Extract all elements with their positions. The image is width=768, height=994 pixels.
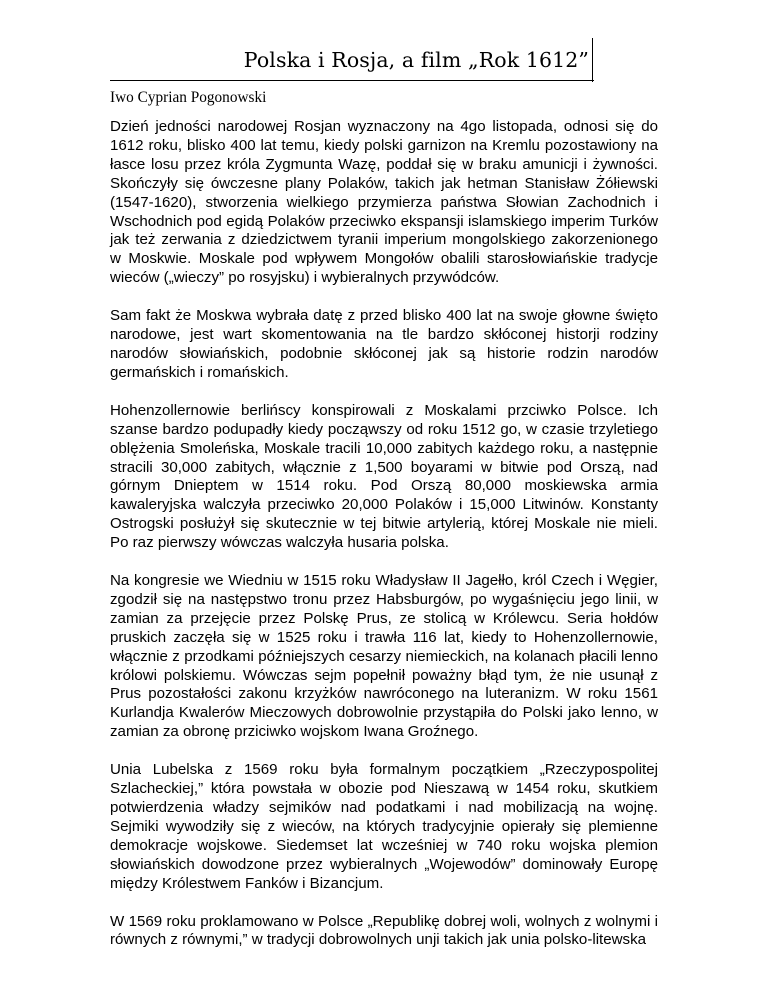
author-name: Iwo Cyprian Pogonowski	[110, 89, 267, 106]
header-rule	[110, 80, 594, 81]
paragraph: Hohenzollernowie berlińscy konspirowali z Moskalami przciwko Polsce. Ich szanse bardzo podupadły kiedy począwszy od roku 1512 go, w czasie trzyletiego oblężenia Smoleńska, Moskale tracili 10,000 zabitych każdego roku, a następnie stracili 30,000 zabitych, włącznie z 1,500 boyarami w bitwie pod Orszą, nad górnym Dnieptem w 1514 roku. Pod Orszą 80,000 moskiewska armia kawaleryjska walczyła przeciwko 20,000 Polaków i 15,000 Litwinów. Konstanty Ostrogski posłużył się skutecznie w tej bitwie artylerią, której Moskale nie mieli. Po raz pierwszy wówczas walczyła husaria polska.	[110, 401, 658, 552]
header-divider	[592, 38, 593, 82]
paragraph: W 1569 roku proklamowano w Polsce „Republikę dobrej woli, wolnych z wolnymi i równych z równymi,” w tradycji dobrowolnych unji takich jak unia polsko-litewska	[110, 912, 658, 949]
page-header	[0, 38, 768, 82]
paragraph: Sam fakt że Moskwa wybrała datę z przed blisko 400 lat na swoje głowne święto narodowe, jest wart skomentowania na tle bardzo skłóconej historji rodziny narodów słowiańskich, podobnie skłóconej jak są historie rodzin narodów germańskich i romańskich.	[110, 307, 658, 381]
page-title: Polska i Rosja, a film „Rok 1612”	[243, 48, 589, 72]
paragraph: Na kongresie we Wiedniu w 1515 roku Władysław II Jagełło, król Czech i Węgier, zgodził się na następstwo tronu przez Habsburgów, po wygaśnięciu jego linii, w zamian za przejęcie przez Polskę Prus, ze stolicą w Królewcu. Seria hołdów pruskich zaczęła się w 1525 roku i trawła 116 lat, kiedy to Hohenzollernowie, włącznie z przodkami późniejszych cesarzy niemieckich, na kolanach płacili lenno królowi polskiemu. Wówczas sejm popełnił poważny błąd tym, że nie usunął z Prus pozostałości zakonu krzyżków nawróconego na luteranizm. W roku 1561 Kurlandja Kwalerów Mieczowych dobrowolnie przystąpiła do Polski jako lenno, w zamian za obronę prziciwko wojskom Iwana Groźnego.	[110, 572, 658, 741]
paragraph: Unia Lubelska z 1569 roku była formalnym początkiem „Rzeczypospolitej Szlacheckiej,” która powstała w obozie pod Nieszawą w 1454 roku, skutkiem potwierdzenia władzy sejmików nad podatkami i nad mobilizacją na wojnę. Sejmiki wywodziły się z wieców, na których tradycyjnie opierały się plemienne demokracje wojskowe. Siedemset lat wcześniej w 740 roku wojska plemion słowiańskich dowodzone przez wybieralnych „Wojewodów” dominowały Europę między Królestwem Fanków i Bizancjum.	[110, 761, 658, 892]
paragraph: Dzień jedności narodowej Rosjan wyznaczony na 4go listopada, odnosi się do 1612 roku, blisko 400 lat temu, kiedy polski garnizon na Kremlu pozostawiony na łasce losu przez króla Zygmunta Wazę, poddał się w braku amunicji i żywności. Skończyły się ówczesne plany Polaków, takich jak hetman Stanisław Żółiewski (1547-1620), stworzenia wielkiego przymierza państwa Słowian Zachodnich i Wschodnich pod egidą Polaków przeciwko ekspansji islamskiego imperim Turków jak też zerwania z dziedzictwem tyranii imperium mongolskiego zakorzenionego w Moskwie. Moskale pod wpływem Mongołów obalili starosłowiańskie tradycje wieców („wieczy” po rosyjsku) i wybieralnych przywódców.	[110, 118, 658, 287]
document-body	[110, 118, 658, 950]
